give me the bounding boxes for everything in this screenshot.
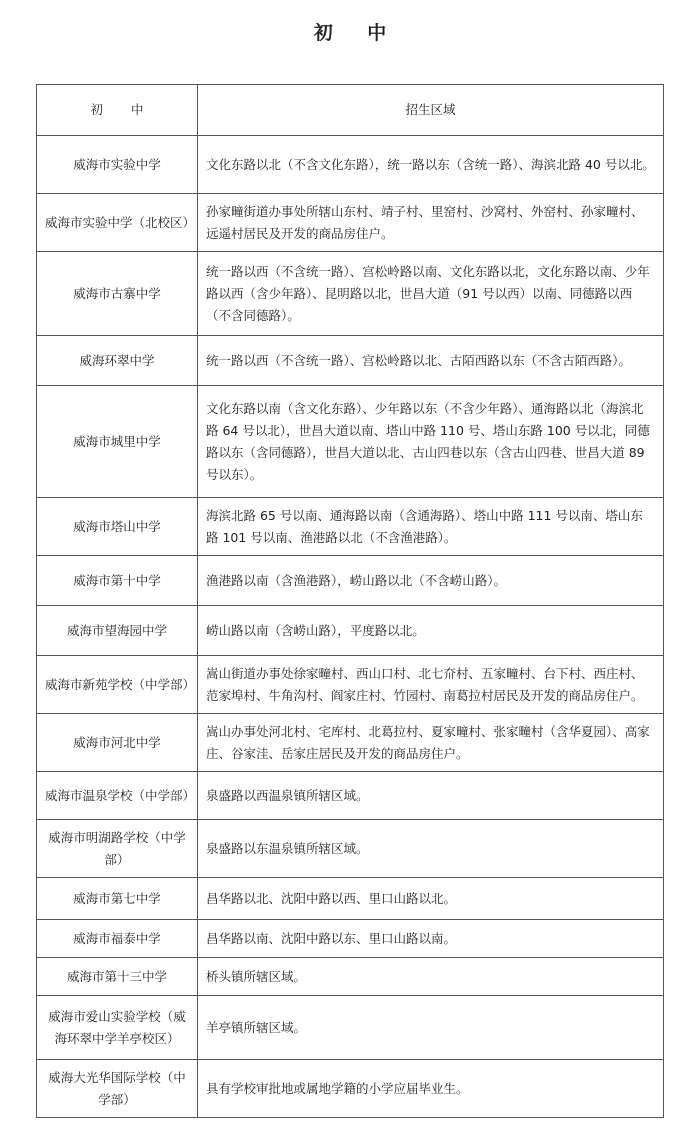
- school-name: 威海市古寨中学: [37, 252, 198, 336]
- school-name: 威海市实验中学（北校区）: [37, 194, 198, 252]
- page-title: 初 中: [313, 22, 401, 44]
- enrollment-area: 统一路以西（不含统一路）、宫松岭路以南、文化东路以北，文化东路以南、少年路以西（含少年路）、昆明路以北，世昌大道（91 号以西）以南、同德路以西（不含同德路）。: [198, 252, 664, 336]
- enrollment-area: 具有学校审批地或属地学籍的小学应届毕业生。: [198, 1060, 664, 1118]
- enrollment-area: 崂山路以南（含崂山路），平度路以北。: [198, 606, 664, 656]
- column-header-school: 初 中: [37, 85, 198, 136]
- table-row: [37, 606, 664, 656]
- school-name: 威海市望海园中学: [37, 606, 198, 656]
- enrollment-area: 嵩山办事处河北村、宅库村、北葛拉村、夏家疃村、张家疃村（含华夏园）、高家庄、谷家洼、岳家庄居民及开发的商品房住户。: [198, 714, 664, 772]
- table-row: [37, 556, 664, 606]
- table-row: [37, 498, 664, 556]
- enrollment-area: 孙家疃街道办事处所辖山东村、靖子村、里窑村、沙窝村、外窑村、孙家疃村、远遥村居民及开发的商品房住户。: [198, 194, 664, 252]
- school-name: 威海市福泰中学: [37, 920, 198, 958]
- table-row: [37, 656, 664, 714]
- enrollment-area: 桥头镇所辖区域。: [198, 958, 664, 996]
- school-name: 威海大光华国际学校（中学部）: [37, 1060, 198, 1118]
- table-row: [37, 194, 664, 252]
- school-name: 威海市第十中学: [37, 556, 198, 606]
- table-row: [37, 252, 664, 336]
- table-row: [37, 878, 664, 920]
- table-row: [37, 820, 664, 878]
- column-header-area: 招生区域: [198, 85, 664, 136]
- school-name: 威海市城里中学: [37, 386, 198, 498]
- table-header-row: [37, 85, 664, 136]
- enrollment-area: 文化东路以北（不含文化东路），统一路以东（含统一路）、海滨北路 40 号以北。: [198, 136, 664, 194]
- table-row: [37, 336, 664, 386]
- school-name: 威海市实验中学: [37, 136, 198, 194]
- enrollment-area: 嵩山街道办事处徐家疃村、西山口村、北七夼村、五家疃村、台下村、西庄村、范家埠村、牛角沟村、阎家庄村、竹园村、南葛拉村居民及开发的商品房住户。: [198, 656, 664, 714]
- enrollment-area: 泉盛路以东温泉镇所辖区域。: [198, 820, 664, 878]
- school-name: 威海市塔山中学: [37, 498, 198, 556]
- table-row: [37, 1060, 664, 1118]
- table-row: [37, 386, 664, 498]
- school-name: 威海市新苑学校（中学部）: [37, 656, 198, 714]
- table-row: [37, 996, 664, 1060]
- school-name: 威海市第七中学: [37, 878, 198, 920]
- school-name: 威海市爱山实验学校（威海环翠中学羊亭校区）: [37, 996, 198, 1060]
- enrollment-area: 泉盛路以西温泉镇所辖区域。: [198, 772, 664, 820]
- school-name: 威海市河北中学: [37, 714, 198, 772]
- table-row: [37, 920, 664, 958]
- enrollment-area: 昌华路以北、沈阳中路以西、里口山路以北。: [198, 878, 664, 920]
- table-row: [37, 714, 664, 772]
- table-row: [37, 136, 664, 194]
- enrollment-area: 昌华路以南、沈阳中路以东、里口山路以南。: [198, 920, 664, 958]
- enrollment-area: 文化东路以南（含文化东路）、少年路以东（不含少年路）、通海路以北（海滨北路 64 号以北），世昌大道以南、塔山中路 110 号、塔山东路 100 号以北，同德路以东（含同德路），世昌大道以北、古山四巷以东（含古山四巷、世昌大道 89 号以东）。: [198, 386, 664, 498]
- table-row: [37, 958, 664, 996]
- school-name: 威海市第十三中学: [37, 958, 198, 996]
- enrollment-area: 羊亭镇所辖区域。: [198, 996, 664, 1060]
- enrollment-zone-table: [36, 84, 664, 1118]
- school-name: 威海市明湖路学校（中学部）: [37, 820, 198, 878]
- school-name: 威海市温泉学校（中学部）: [37, 772, 198, 820]
- table-row: [37, 772, 664, 820]
- enrollment-area: 海滨北路 65 号以南、通海路以南（含通海路）、塔山中路 111 号以南、塔山东路 101 号以南、渔港路以北（不含渔港路）。: [198, 498, 664, 556]
- school-name: 威海环翠中学: [37, 336, 198, 386]
- enrollment-area: 统一路以西（不含统一路）、宫松岭路以北、古陌西路以东（不含古陌西路）。: [198, 336, 664, 386]
- enrollment-area: 渔港路以南（含渔港路），崂山路以北（不含崂山路）。: [198, 556, 664, 606]
